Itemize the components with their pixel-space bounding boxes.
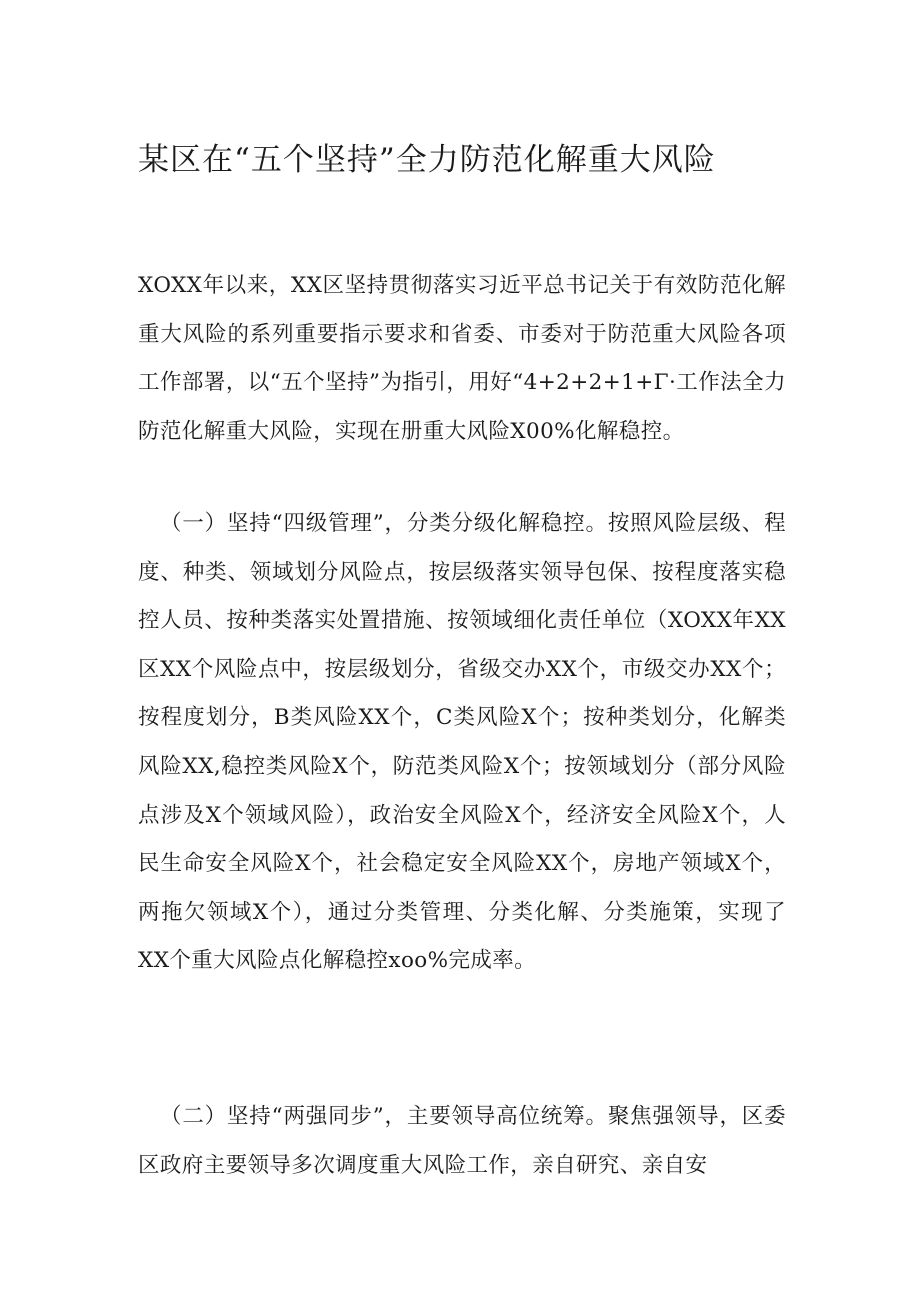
paragraph-intro: XOXX年以来，XX区坚持贯彻落实习近平总书记关于有效防范化解重大风险的系列重要指示要求和省委、市委对于防范重大风险各项工作部署，以“五个坚持”为指引，用好“4+2+2+1+Γ·工作法全力防范化解重大风险，实现在册重大风险X00%化解稳控。 (138, 273, 786, 444)
paragraph-four-level-management: （一）坚持“四级管理”，分类分级化解稳控。按照风险层级、程度、种类、领域划分风险点，按层级落实领导包保、按程度落实稳控人员、按种类落实处置措施、按领域细化责任单位（XOXX年XX区XX个风险点中，按层级划分，省级交办XX个，市级交办XX个；按程度划分，B类风险XX个，C类风险X个；按种类划分，化解类风险XX,稳控类风险X个，防范类风险X个；按领域划分（部分风险点涉及X个领域风险），政治安全风险X个，经济安全风险X个，人民生命安全风险X个，社会稳定安全风险XX个，房地产领域X个，两拖欠领域X个），通过分类管理、分类化解、分类施策，实现了XX个重大风险点化解稳控xoo%完成率。 (138, 511, 786, 974)
paragraph-two-strong-sync: （二）坚持“两强同步”，主要领导高位统筹。聚焦强领导，区委区政府主要领导多次调度重大风险工作，亲自研究、亲自安 (138, 1104, 786, 1178)
document-title: 某区在“五个坚持”全力防范化解重大风险 (138, 142, 716, 178)
